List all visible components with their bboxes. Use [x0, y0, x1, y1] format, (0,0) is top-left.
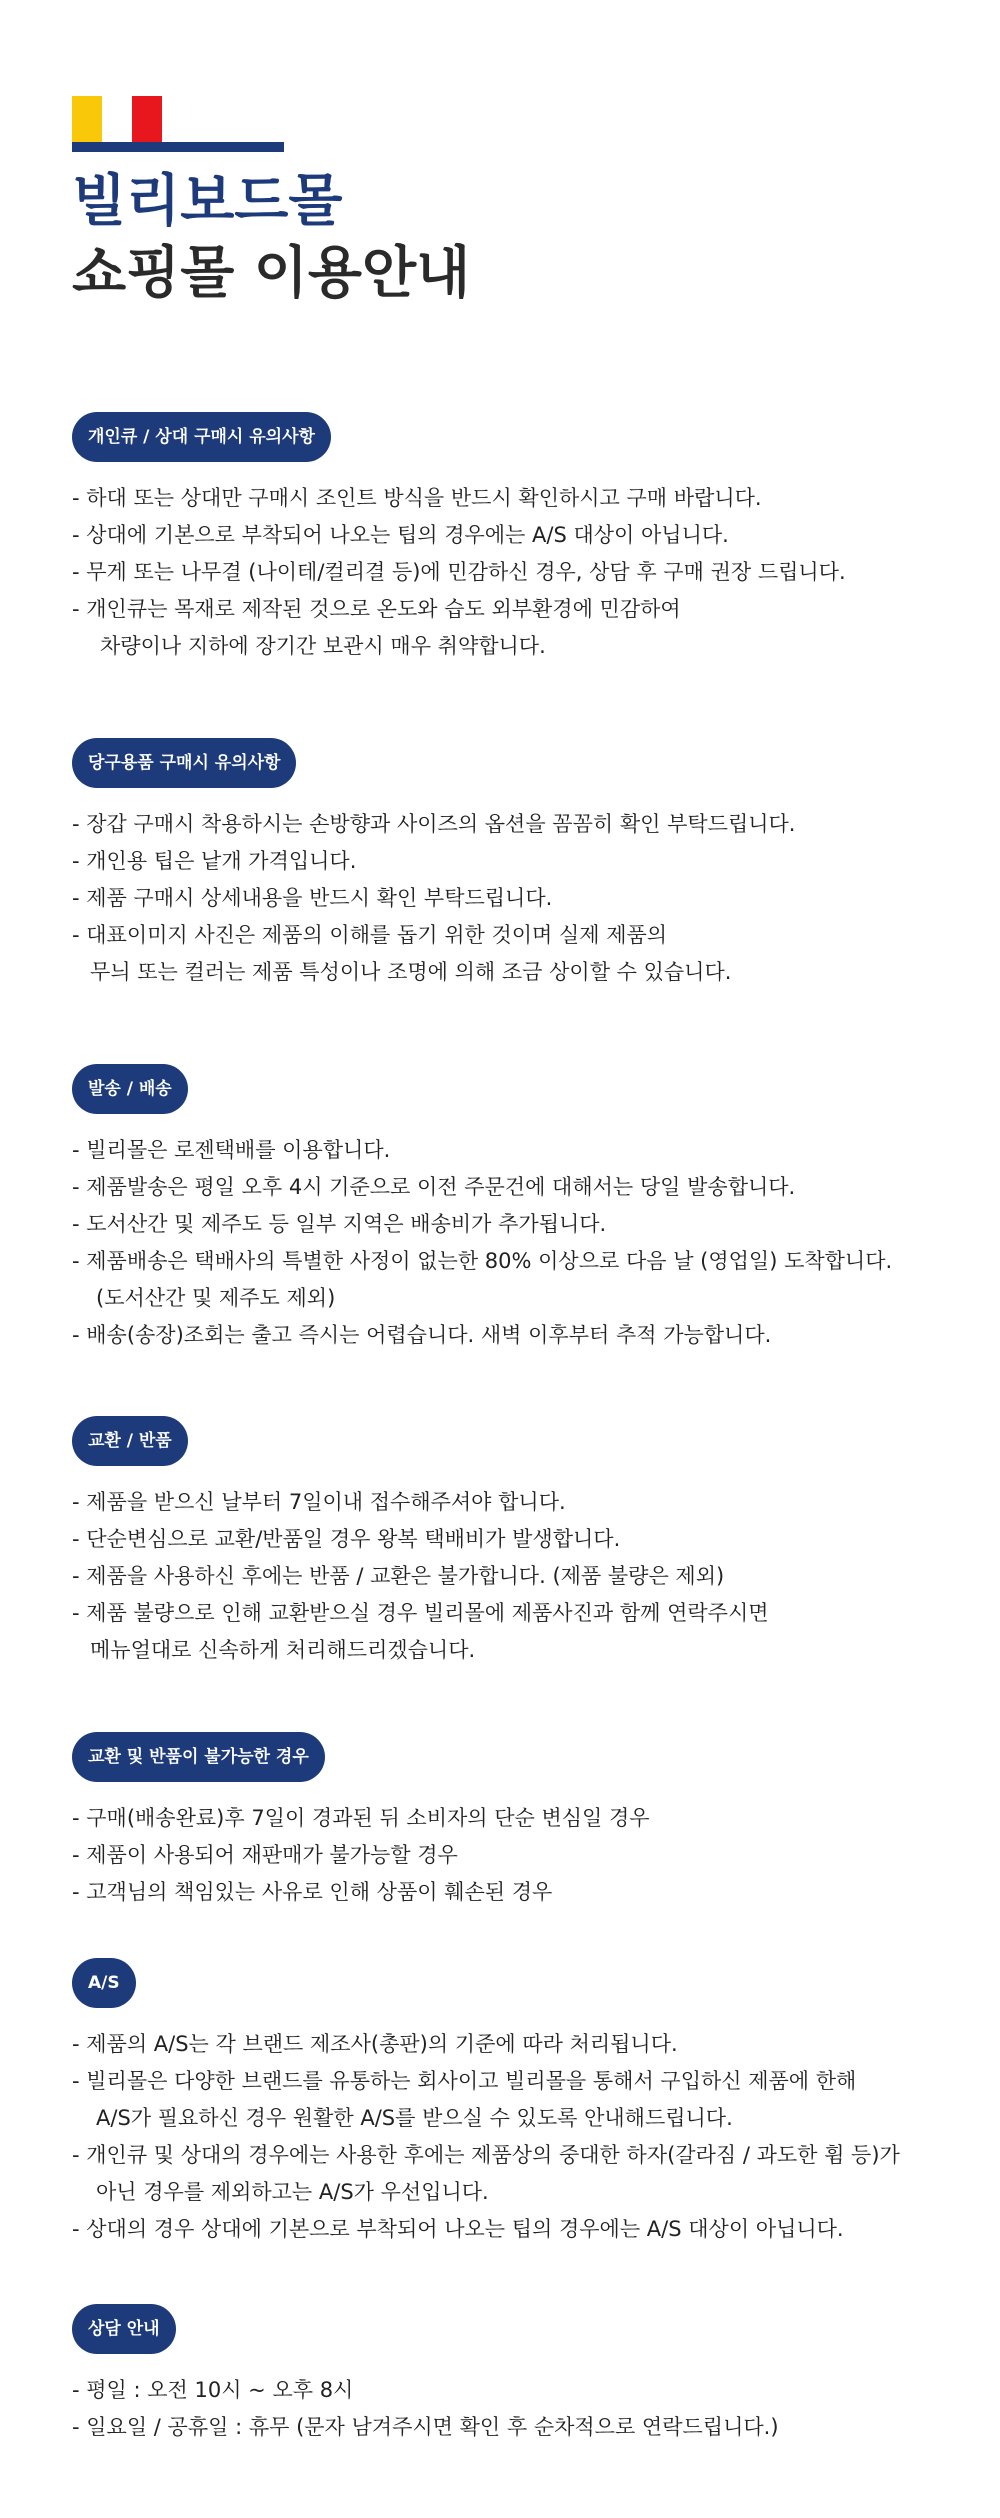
- list-item: - 개인큐 및 상대의 경우에는 사용한 후에는 제품상의 중대한 하자(갈라짐 / 과도한 휨 등)가 아닌 경우를 제외하고는 A/S가 우선입니다.: [72, 2143, 900, 2204]
- logo-red-block: [132, 96, 162, 142]
- list-item: - 무게 또는 나무결 (나이테/컬리결 등)에 민감하신 경우, 상담 후 구매 권장 드립니다.: [72, 560, 846, 584]
- list-item: - 제품의 A/S는 각 브랜드 제조사(총판)의 기준에 따라 처리됩니다.: [72, 2032, 678, 2056]
- list-item: - 일요일 / 공휴일 : 휴무 (문자 남겨주시면 확인 후 순차적으로 연락드립니다.): [72, 2415, 779, 2439]
- list-item: - 제품이 사용되어 재판매가 불가능할 경우: [72, 1843, 458, 1867]
- logo-yellow-block: [72, 96, 102, 142]
- section-heading: 발송 / 배송: [72, 1064, 188, 1114]
- section-items: [72, 2026, 900, 2248]
- list-item: - 상대에 기본으로 부착되어 나오는 팁의 경우에는 A/S 대상이 아닙니다.: [72, 523, 729, 547]
- section-supplies-notice: [72, 738, 795, 991]
- list-item: - 고객님의 책임있는 사유로 인해 상품이 훼손된 경우: [72, 1880, 553, 1904]
- list-item: - 장갑 구매시 착용하시는 손방향과 사이즈의 옵션을 꼼꼼히 확인 부탁드립니다.: [72, 812, 796, 836]
- list-item: - 평일 : 오전 10시 ~ 오후 8시: [72, 2378, 354, 2402]
- list-item: - 구매(배송완료)후 7일이 경과된 뒤 소비자의 단순 변심일 경우: [72, 1806, 650, 1830]
- section-no-exchange: [72, 1732, 650, 1911]
- list-item: - 빌리몰은 로젠택배를 이용합니다.: [72, 1138, 391, 1162]
- brand-logo-mark: [72, 96, 284, 154]
- list-item: - 제품 구매시 상세내용을 반드시 확인 부탁드립니다.: [72, 886, 553, 910]
- list-item: - 도서산간 및 제주도 등 일부 지역은 배송비가 추가됩니다.: [72, 1212, 607, 1236]
- list-item: - 상대의 경우 상대에 기본으로 부착되어 나오는 팁의 경우에는 A/S 대상이 아닙니다.: [72, 2217, 844, 2241]
- section-heading: A/S: [72, 1958, 136, 2008]
- section-heading: 당구용품 구매시 유의사항: [72, 738, 296, 788]
- section-exchange-return: [72, 1416, 769, 1669]
- section-consultation: [72, 2304, 779, 2446]
- list-item: - 개인큐는 목재로 제작된 것으로 온도와 습도 외부환경에 민감하여 차량이나 지하에 장기간 보관시 매우 취약합니다.: [72, 597, 681, 658]
- section-items: [72, 1132, 892, 1354]
- logo-navy-bar: [72, 142, 284, 152]
- list-item: - 단순변심으로 교환/반품일 경우 왕복 택배비가 발생합니다.: [72, 1527, 621, 1551]
- list-item: - 배송(송장)조회는 출고 즉시는 어렵습니다. 새벽 이후부터 추적 가능합니다.: [72, 1323, 772, 1347]
- list-item: - 제품배송은 택배사의 특별한 사정이 없는한 80% 이상으로 다음 날 (영업일) 도착합니다. (도서산간 및 제주도 제외): [72, 1249, 893, 1310]
- section-after-service: [72, 1958, 900, 2248]
- list-item: - 제품발송은 평일 오후 4시 기준으로 이전 주문건에 대해서는 당일 발송합니다.: [72, 1175, 796, 1199]
- list-item: - 개인용 팁은 낱개 가격입니다.: [72, 849, 357, 873]
- section-items: [72, 2372, 779, 2446]
- list-item: - 제품을 사용하신 후에는 반품 / 교환은 불가합니다. (제품 불량은 제외): [72, 1564, 725, 1588]
- section-heading: 교환 및 반품이 불가능한 경우: [72, 1732, 325, 1782]
- section-items: [72, 1484, 769, 1669]
- section-items: [72, 806, 795, 991]
- list-item: - 제품 불량으로 인해 교환받으실 경우 빌리몰에 제품사진과 함께 연락주시면 메뉴얼대로 신속하게 처리해드리겠습니다.: [72, 1601, 769, 1662]
- section-items: [72, 1800, 650, 1911]
- section-shipping: [72, 1064, 892, 1354]
- list-item: - 대표이미지 사진은 제품의 이해를 돕기 위한 것이며 실제 제품의 무늬 또는 컬러는 제품 특성이나 조명에 의해 조금 상이할 수 있습니다.: [72, 923, 732, 984]
- section-items: [72, 480, 846, 665]
- page-title-brand: 빌리보드몰: [72, 169, 343, 234]
- section-heading: 개인큐 / 상대 구매시 유의사항: [72, 412, 331, 462]
- list-item: - 빌리몰은 다양한 브랜드를 유통하는 회사이고 빌리몰을 통해서 구입하신 제품에 한해 A/S가 필요하신 경우 원활한 A/S를 받으실 수 있도록 안내해드립니다.: [72, 2069, 857, 2130]
- list-item: - 하대 또는 상대만 구매시 조인트 방식을 반드시 확인하시고 구매 바랍니다.: [72, 486, 762, 510]
- section-cue-notice: [72, 412, 846, 665]
- section-heading: 교환 / 반품: [72, 1416, 188, 1466]
- page-title-guide: 쇼핑몰 이용안내: [72, 241, 471, 306]
- section-heading: 상담 안내: [72, 2304, 176, 2354]
- list-item: - 제품을 받으신 날부터 7일이내 접수해주셔야 합니다.: [72, 1490, 566, 1514]
